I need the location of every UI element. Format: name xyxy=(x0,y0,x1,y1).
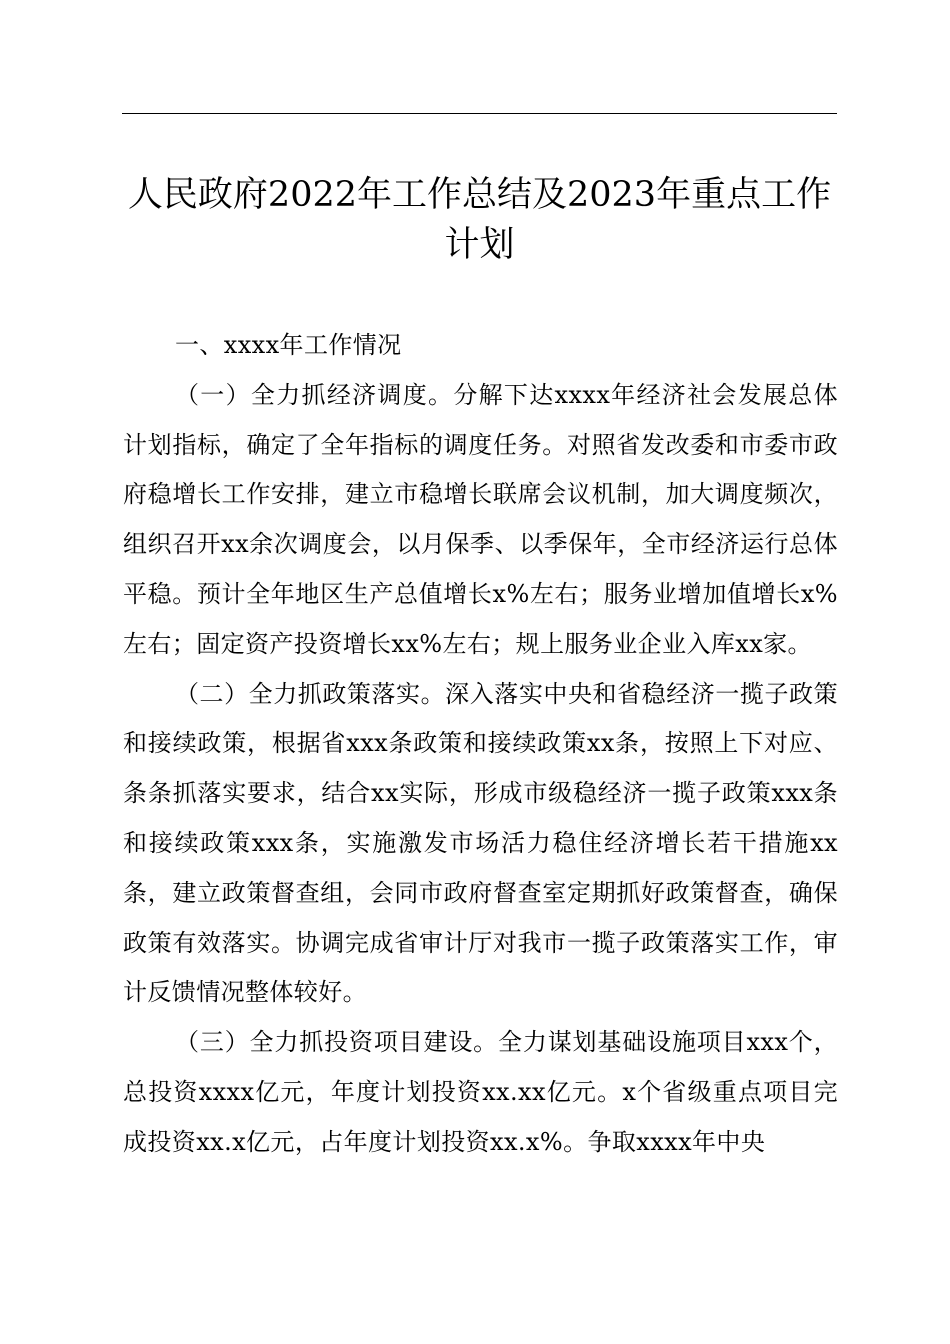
paragraph-policy-implementation: （二）全力抓政策落实。深入落实中央和省稳经济一揽子政策和接续政策，根据省xxx条政策和接续政策xx条，按照上下对应、条条抓落实要求，结合xx实际，形成市级稳经济一揽子政策xxx条和接续政策xxx条，实施激发市场活力稳住经济增长若干措施xx条，建立政策督查组，会同市政府督查室定期抓好政策督查，确保政策有效落实。协调完成省审计厅对我市一揽子政策落实工作，审计反馈情况整体较好。 xyxy=(123,679,838,1007)
document-body xyxy=(123,321,838,1168)
paragraph-economic-dispatch: （一）全力抓经济调度。分解下达xxxx年经济社会发展总体计划指标，确定了全年指标的调度任务。对照省发改委和市委市政府稳增长工作安排，建立市稳增长联席会议机制，加大调度频次，组织召开xx余次调度会，以月保季、以季保年，全市经济运行总体平稳。预计全年地区生产总值增长x%左右；服务业增加值增长x%左右；固定资产投资增长xx%左右；规上服务业企业入库xx家。 xyxy=(123,380,838,658)
document-title: 人民政府2022年工作总结及2023年重点工作计划 xyxy=(127,175,832,265)
paragraph-investment-projects: （三）全力抓投资项目建设。全力谋划基础设施项目xxx个，总投资xxxx亿元，年度计划投资xx.xx亿元。x个省级重点项目完成投资xx.x亿元，占年度计划投资xx.x%。争取xxxx年中央 xyxy=(123,1028,838,1156)
header-rule xyxy=(122,113,837,114)
section-heading: 一、xxxx年工作情况 xyxy=(175,331,402,359)
